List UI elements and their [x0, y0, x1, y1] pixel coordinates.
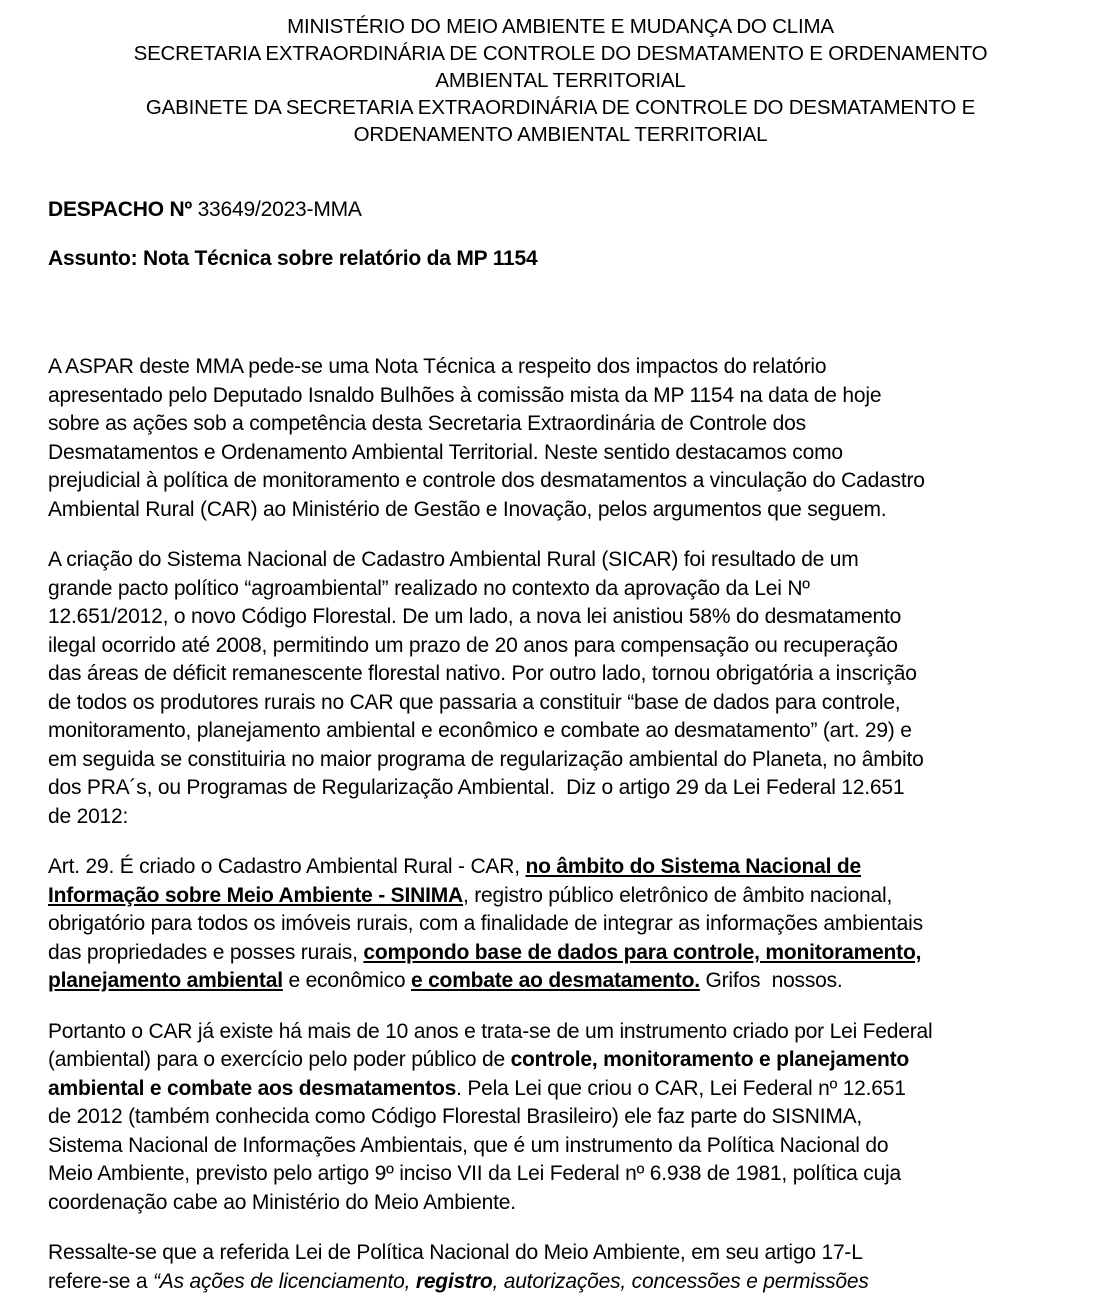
text-segment: . Pela Lei que criou o CAR, Lei Federal nº 12.651	[456, 1076, 906, 1100]
text-segment: Ambiental Rural (CAR) ao Ministério de Gestão e Inovação, pelos argumentos que seguem.	[48, 497, 887, 521]
paragraph	[48, 1018, 1073, 1218]
document-body	[48, 353, 1073, 1296]
text-segment: , autorizações, concessões e permissões	[492, 1269, 869, 1293]
text-segment: de 2012:	[48, 804, 129, 828]
text-segment: (ambiental) para o exercício pelo poder público de	[48, 1048, 511, 1071]
text-segment: sobre as ações sob a competência desta Secretaria Extraordinária de Controle dos	[48, 412, 806, 435]
despacho-number-line	[48, 196, 1073, 225]
text-segment: obrigatório para todos os imóveis rurais, com a finalidade de integrar as informações ambientais	[48, 912, 923, 935]
text-segment: de todos os produtores rurais no CAR que passaria a constituir “base de dados para controle,	[48, 690, 901, 714]
subject-line	[48, 245, 1073, 274]
paragraph	[48, 546, 1073, 831]
paragraph	[48, 853, 1073, 996]
header-line-secretariat-2: AMBIENTAL TERRITORIAL	[435, 69, 686, 92]
header-line-ministry: MINISTÉRIO DO MEIO AMBIENTE E MUDANÇA DO CLIMA	[287, 15, 834, 38]
text-segment: ilegal ocorrido até 2008, permitindo um prazo de 20 anos para compensação ou recuperação	[48, 633, 898, 657]
text-segment: e econômico	[282, 969, 411, 992]
text-segment: Meio Ambiente, previsto pelo artigo 9º inciso VII da Lei Federal nº 6.938 de 1981, política cuja	[48, 1162, 901, 1185]
text-segment: DESPACHO Nº	[48, 198, 198, 221]
text-segment: das áreas de déficit remanescente florestal nativo. Por outro lado, tornou obrigatória a inscrição	[48, 662, 917, 685]
text-segment: de 2012 (também conhecida como Código Florestal Brasileiro) ele faz parte do SISNIMA,	[48, 1105, 863, 1128]
text-segment: ambiental e combate aos desmatamentos	[48, 1076, 457, 1100]
text-segment: Informação sobre Meio Ambiente - SINIMA	[48, 883, 463, 907]
text-segment: dos PRA´s, ou Programas de Regularização Ambiental. Diz o artigo 29 da Lei Federal 12.651	[48, 776, 905, 799]
text-segment: Art. 29. É criado o Cadastro Ambiental Rural - CAR,	[48, 855, 526, 878]
text-segment: registro	[415, 1269, 493, 1293]
text-segment: refere-se a	[48, 1269, 153, 1293]
text-segment: Desmatamentos e Ordenamento Ambiental Territorial. Neste sentido destacamos como	[48, 440, 843, 464]
header-line-gabinete-2: ORDENAMENTO AMBIENTAL TERRITORIAL	[353, 123, 768, 146]
text-segment: monitoramento, planejamento ambiental e econômico e combate ao desmatamento” (art. 29) e	[48, 719, 912, 742]
text-segment: A ASPAR deste MMA pede-se uma Nota Técnica a respeito dos impactos do relatório	[48, 355, 827, 378]
text-segment: Portanto o CAR já existe há mais de 10 anos e trata-se de um instrumento criado por Lei Federal	[48, 1019, 933, 1043]
text-segment: compondo base de dados para controle, monitoramento,	[363, 940, 922, 964]
text-segment: , registro público eletrônico de âmbito nacional,	[462, 883, 893, 907]
text-segment: controle, monitoramento e planejamento	[510, 1048, 910, 1071]
text-segment: A criação do Sistema Nacional de Cadastro Ambiental Rural (SICAR) foi resultado de um	[48, 548, 859, 571]
paragraph	[48, 1239, 1073, 1296]
text-segment: em seguida se constituiria no maior programa de regularização ambiental do Planeta, no âmbito	[48, 747, 924, 771]
header-line-secretariat-1: SECRETARIA EXTRAORDINÁRIA DE CONTROLE DO DESMATAMENTO E ORDENAMENTO	[133, 42, 988, 65]
text-segment: coordenação cabe ao Ministério do Meio Ambiente.	[48, 1190, 516, 1214]
paragraph	[48, 353, 1073, 524]
text-segment: apresentado pelo Deputado Isnaldo Bulhões à comissão mista da MP 1154 na data de hoje	[48, 383, 882, 407]
header-line-gabinete-1: GABINETE DA SECRETARIA EXTRAORDINÁRIA DE CONTROLE DO DESMATAMENTO E	[145, 96, 976, 119]
text-segment: e combate ao desmatamento.	[410, 969, 700, 992]
text-segment: Ressalte-se que a referida Lei de Política Nacional do Meio Ambiente, em seu artigo 17-L	[48, 1241, 863, 1264]
text-segment: grande pacto político “agroambiental” realizado no contexto da aprovação da Lei Nº	[48, 576, 810, 600]
document-header	[48, 13, 1073, 148]
text-segment: das propriedades e posses rurais,	[48, 940, 364, 964]
text-segment: 12.651/2012, o novo Código Florestal. De um lado, a nova lei anistiou 58% do desmatamento	[48, 605, 902, 628]
text-segment: no âmbito do Sistema Nacional de	[525, 855, 861, 878]
text-segment: planejamento ambiental	[48, 969, 283, 992]
text-segment: Grifos nossos.	[699, 969, 843, 992]
text-segment: “As ações de licenciamento,	[152, 1269, 416, 1293]
text-segment: prejudicial à política de monitoramento e controle dos desmatamentos a vinculação do Cadastro	[48, 469, 925, 492]
text-segment: Assunto: Nota Técnica sobre relatório da MP 1154	[48, 246, 538, 270]
text-segment: Sistema Nacional de Informações Ambientais, que é um instrumento da Política Nacional do	[48, 1133, 889, 1157]
text-segment: 33649/2023-MMA	[197, 198, 362, 221]
